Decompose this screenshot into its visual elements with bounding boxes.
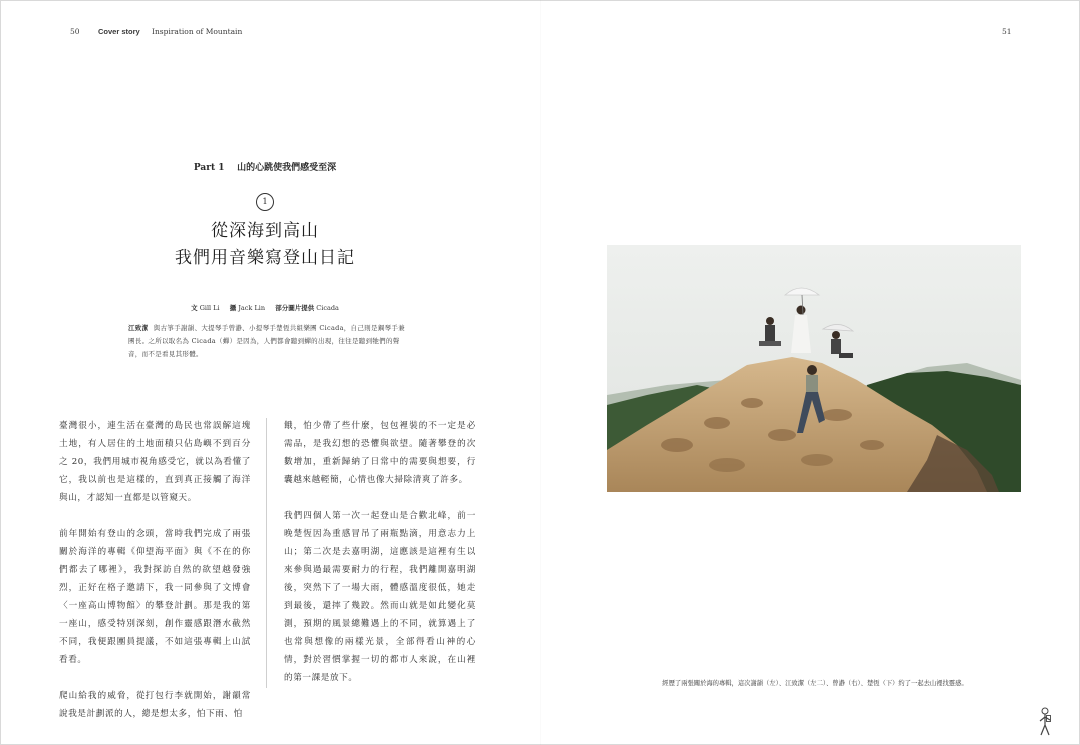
text-credit-label: 文: [191, 304, 198, 312]
hiker-icon: [1037, 707, 1053, 739]
left-page-number: 50: [70, 27, 80, 36]
body-paragraph: 餓，怕少帶了些什麼，包包裡裝的不一定是必需品，是我幻想的恐懼與欲望。隨著攀登的次數增加，重新歸納了日常中的需要與想要，行囊越來越輕簡，心情也像大掃除清爽了許多。: [284, 421, 476, 485]
body-paragraph: 臺灣很小，連生活在臺灣的島民也常誤解這塊土地，有人居住的土地面積只佔島嶼不到百分之 20，我們用城市視角感受它，就以為看懂了它，我以前也是這樣的，直到真正接觸了海洋與山，才認知一直都是以管窺天。: [59, 421, 251, 503]
honeycomb-hole: [741, 398, 763, 408]
body-paragraph: 我們四個人第一次一起登山是合歡北峰，前一晚楚恆因為重感冒吊了兩瓶點滴，用意志力上山；第二次是去嘉明湖，這應該是這裡有生以來參與過最需要耐力的行程，我們離開嘉明湖後，突然下了一場大雨，體感溫度很低，她走到最後，還摔了幾跤。然而山就是如此變化莫測，預期的風景總難遇上的不同，就算遇上了也常與想像的兩樣光景，全部得看山神的心情，對於習慣掌握一切的都市人來說，在山裡的第一課是放下。: [284, 511, 476, 683]
honeycomb-hole: [661, 438, 693, 452]
bio-text: 與古箏手謝韻、大提琴手曾瀞、小提琴手楚恆共組樂團 Cicada，自己則是鋼琴手兼團長。之所以取名為 Cicada（蟬）是因為，人們都會聽到蟬的出現，往往是聽到牠們的聲音，而不是看見其形體。: [128, 324, 405, 358]
column-divider: [266, 418, 267, 688]
right-page-number: 51: [1002, 27, 1012, 36]
body-paragraph: 前年開始有登山的念頭，當時我們完成了兩張關於海洋的專輯《仰望海平面》與《不在的你們都去了哪裡》，我對探訪自然的欲望越發強烈，正好在格子邀請下，我一同參與了文博會〈一座高山博物館〉的攀登計劃。那是我的第一座山，感受特別深刻，創作靈感跟潛水截然不同，我便跟團員提議，不如這張專輯上山試看看。: [59, 529, 251, 665]
article-headline: [150, 218, 380, 272]
headline-line-2: 我們用音樂寫登山日記: [175, 248, 355, 268]
honeycomb-hole: [822, 409, 852, 421]
photo-caption: 經歷了兩張關於海的專輯，這次謝韻（左）、江致潔（左二）、曾瀞（右）、楚恆（下）約了一起去山裡找靈感。: [662, 680, 968, 687]
honeycomb-hole: [768, 429, 796, 441]
honeycomb-hole: [709, 458, 745, 472]
spread-gutter: [540, 0, 541, 745]
part-title: 山的心跳使我們感受至深: [237, 163, 337, 173]
honeycomb-hole: [801, 454, 833, 466]
body-column-1: [59, 417, 251, 741]
honeycomb-hole: [704, 417, 730, 429]
body-paragraph: 爬山給我的威脅，從打包行李就開始，謝韻常說我是計劃派的人，總是想太多，怕下雨、怕: [59, 691, 251, 719]
article-credits: [150, 303, 380, 312]
author-bio: [128, 322, 408, 361]
body-column-2: [284, 417, 476, 705]
mountain-photo: [607, 245, 1021, 492]
text-author: Gill Li: [199, 304, 220, 312]
part-label: Part 1: [193, 163, 225, 173]
images-credit-label: 部分圖片提供: [275, 304, 315, 312]
article-number-badge: 1: [256, 193, 274, 211]
bio-name: 江致潔: [128, 324, 149, 332]
honeycomb-hole: [860, 440, 884, 450]
part-heading: [150, 160, 380, 173]
headline-line-1: 從深海到高山: [211, 221, 319, 241]
photo-credit-label: 攝: [229, 304, 237, 312]
images-source: Cicada: [316, 304, 339, 312]
photographer: Jack Lin: [238, 304, 266, 312]
section-name: Cover story: [98, 27, 140, 36]
series-title: Inspiration of Mountain: [152, 27, 243, 36]
